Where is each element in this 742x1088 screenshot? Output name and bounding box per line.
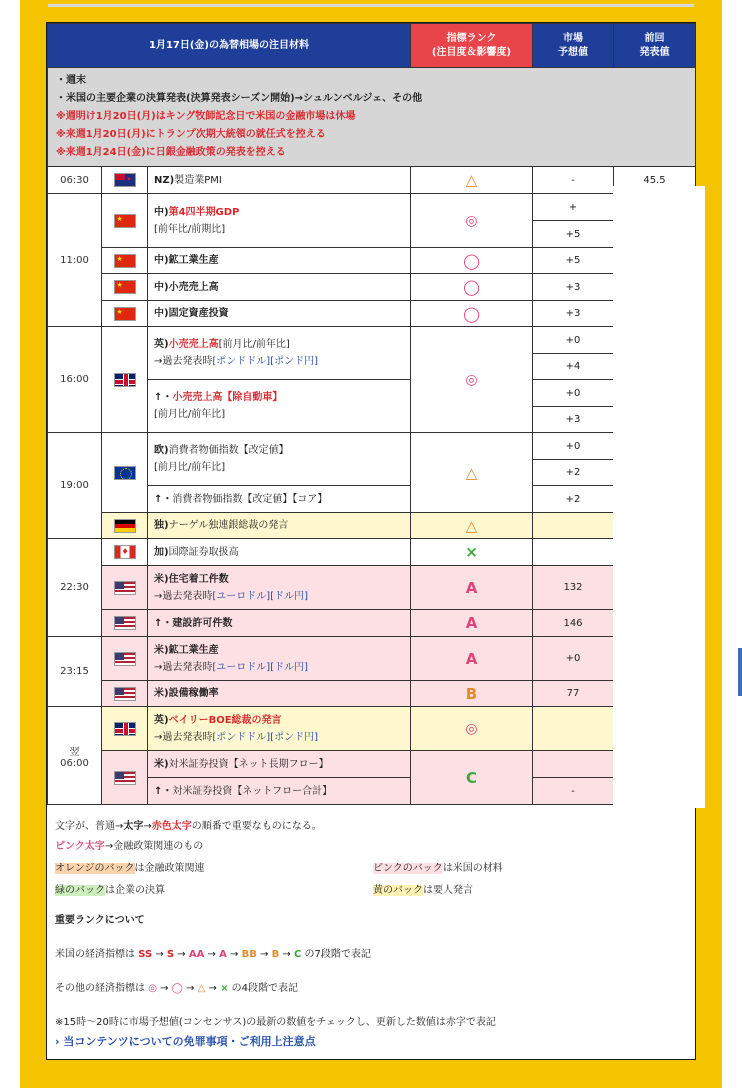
- forecast-cell: -: [533, 167, 614, 194]
- calendar-table: [47, 23, 696, 805]
- cn-flag-icon: ★: [114, 214, 136, 228]
- forecast-cell: +3: [533, 274, 614, 301]
- rank-cell: △: [411, 513, 533, 539]
- uk-flag-icon: [114, 373, 136, 387]
- forecast-cell: +0: [533, 637, 614, 681]
- legend-update-note: ※15時～20時に市場予想値(コンセンサス)の最新の数値をチェックし、更新した数値は赤字で表記: [55, 1017, 496, 1028]
- redaction-box: [613, 186, 705, 808]
- us-flag-icon: [114, 771, 136, 785]
- forecast-cell: -: [533, 778, 614, 805]
- forecast-cell: +3: [533, 301, 614, 327]
- rank-cell: C: [411, 751, 533, 805]
- time-cell: 19:00: [48, 433, 102, 539]
- rank-cell: ◎: [411, 707, 533, 751]
- event-cn-gdp: 中)第4四半期GDP [前年比/前期比]: [148, 194, 411, 248]
- legend-pink-bold: ピンク太字→金融政策関連のもの: [55, 841, 204, 852]
- rank-cell: △: [411, 167, 533, 194]
- event-de-speech: 独)ナーゲル独連銀総裁の発言: [148, 513, 411, 539]
- legend-orange-bg: オレンジのバックは金融政策関連: [55, 863, 205, 874]
- legend-rank-title: 重要ランクについて: [55, 915, 145, 926]
- time-cell: 11:00: [48, 194, 102, 327]
- event-us-cap: 米)設備稼働率: [148, 681, 411, 707]
- forecast-cell: +: [533, 194, 614, 221]
- event-cn-fai: 中)固定資産投資: [148, 301, 411, 327]
- top-divider: [48, 4, 694, 7]
- rank-cell: ◎: [411, 194, 533, 248]
- forecast-cell: [533, 539, 614, 566]
- link-gbpjpy[interactable]: [ポンド円]: [270, 356, 319, 367]
- de-flag-icon: [114, 519, 136, 533]
- forecast-cell: 77: [533, 681, 614, 707]
- legend-text-importance: 文字が、普通→太字→赤色太字の順番で重要なものになる。: [55, 821, 322, 832]
- time-cell: 23:15: [48, 637, 102, 707]
- previous-cell: 45.5: [614, 167, 696, 194]
- us-flag-icon: [114, 581, 136, 595]
- note-line: ※来週1月24日(金)に日銀金融政策の発表を控える: [56, 147, 286, 158]
- note-line: ※週明け1月20日(月)はキング牧師記念日で米国の金融市場は休場: [56, 111, 356, 122]
- forecast-cell: +2: [533, 460, 614, 486]
- cn-flag-icon: ★: [114, 307, 136, 321]
- rank-cell: B: [411, 681, 533, 707]
- scrollbar-thumb[interactable]: [738, 648, 742, 696]
- event-nz-pmi: NZ)製造業PMI: [148, 167, 411, 194]
- us-flag-icon: [114, 687, 136, 701]
- rank-cell: A: [411, 610, 533, 637]
- eu-flag-icon: [114, 466, 136, 480]
- event-uk-bailey: 英)ベイリーBOE総裁の発言 →過去発表時[ポンドドル][ポンド円]: [148, 707, 411, 751]
- event-us-tic: 米)対米証券投資【ネット長期フロー】: [148, 751, 411, 778]
- rank-cell: ◯: [411, 301, 533, 327]
- uk-flag-icon: [114, 722, 136, 736]
- link-eurusd[interactable]: [ユーロドル]: [212, 661, 271, 673]
- event-us-permits: ↑・建設許可件数: [148, 610, 411, 637]
- forecast-cell: +4: [533, 354, 614, 380]
- note-line: ・米国の主要企業の決算発表(決算発表シーズン開始)→シュルンベルジェ、その他: [56, 93, 423, 104]
- forecast-cell: +5: [533, 248, 614, 274]
- legend-other-ranks: その他の経済指標は ◎ → ◯ → △ → × の4段階で表記: [55, 983, 299, 994]
- event-eu-cpi: 欧)消費者物価指数【改定値】 [前月比/前年比]: [148, 433, 411, 486]
- legend-green-bg: 緑のバックは企業の決算: [55, 885, 165, 896]
- note-line: ・週末: [56, 75, 86, 86]
- table-title: 1月17日(金)の為替相場の注目材料: [48, 24, 411, 68]
- ca-flag-icon: ♦: [114, 545, 136, 559]
- legend-pink-bg: ピンクのバックは米国の材料: [373, 863, 503, 874]
- link-gbpjpy[interactable]: [ポンド円]: [270, 731, 319, 743]
- note-line: ※来週1月20日(月)にトランプ次期大統領の就任式を控える: [56, 129, 326, 140]
- nz-flag-icon: ✦: [114, 173, 136, 187]
- rank-cell: A: [411, 566, 533, 610]
- link-gbpusd[interactable]: [ポンドドル]: [212, 731, 271, 743]
- previous-header: 前回 発表値: [614, 24, 696, 68]
- link-usdjpy[interactable]: [ドル円]: [270, 590, 309, 602]
- forecast-header: 市場 予想値: [533, 24, 614, 68]
- disclaimer-link[interactable]: › 当コンテンツについての免罪事項・ご利用上注意点: [55, 1035, 316, 1048]
- time-cell: 06:30: [48, 167, 102, 194]
- legend-us-ranks: 米国の経済指標は SS → S → AA → A → BB → B → C の7段階で表記: [55, 949, 371, 960]
- time-cell: 翌 06:00: [48, 707, 102, 805]
- time-cell: 22:30: [48, 539, 102, 637]
- forecast-cell: 132: [533, 566, 614, 610]
- rank-cell: △: [411, 433, 533, 513]
- calendar-panel: [46, 22, 696, 1060]
- event-ca-sec: 加)国際証券取扱高: [148, 539, 411, 566]
- event-cn-ip: 中)鉱工業生産: [148, 248, 411, 274]
- forecast-cell: +2: [533, 486, 614, 513]
- rank-cell: ◯: [411, 248, 533, 274]
- cn-flag-icon: ★: [114, 254, 136, 268]
- event-cn-retail: 中)小売売上高: [148, 274, 411, 301]
- event-us-starts: 米)住宅着工件数 →過去発表時[ユーロドル][ドル円]: [148, 566, 411, 610]
- forecast-cell: +3: [533, 407, 614, 433]
- event-uk-retail: 英)小売売上高[前月比/前年比] →過去発表時[ポンドドル][ポンド円]: [148, 327, 411, 380]
- link-usdjpy[interactable]: [ドル円]: [270, 661, 309, 673]
- event-us-ip: 米)鉱工業生産 →過去発表時[ユーロドル][ドル円]: [148, 637, 411, 681]
- us-flag-icon: [114, 616, 136, 630]
- rank-cell: ◯: [411, 274, 533, 301]
- rank-cell: A: [411, 637, 533, 681]
- forecast-cell: +0: [533, 327, 614, 354]
- forecast-cell: +0: [533, 380, 614, 407]
- event-uk-retail-ex: ↑・小売売上高【除自動車】 [前月比/前年比]: [148, 380, 411, 433]
- event-eu-core: ↑・消費者物価指数【改定値】【コア】: [148, 486, 411, 513]
- link-gbpusd[interactable]: [ポンドドル]: [212, 356, 271, 367]
- forecast-cell: +0: [533, 433, 614, 460]
- event-us-tic-total: ↑・対米証券投資【ネットフロー合計】: [148, 778, 411, 805]
- forecast-cell: [533, 751, 614, 778]
- rank-cell: ×: [411, 539, 533, 566]
- link-eurusd[interactable]: [ユーロドル]: [212, 590, 271, 602]
- time-cell: 16:00: [48, 327, 102, 433]
- forecast-cell: +5: [533, 221, 614, 248]
- forecast-cell: 146: [533, 610, 614, 637]
- rank-header: 指標ランク (注目度＆影響度): [411, 24, 533, 68]
- cn-flag-icon: ★: [114, 280, 136, 294]
- legend-yellow-bg: 黄のバックは要人発言: [373, 885, 473, 896]
- us-flag-icon: [114, 652, 136, 666]
- rank-cell: ◎: [411, 327, 533, 433]
- notes-box: [48, 68, 696, 167]
